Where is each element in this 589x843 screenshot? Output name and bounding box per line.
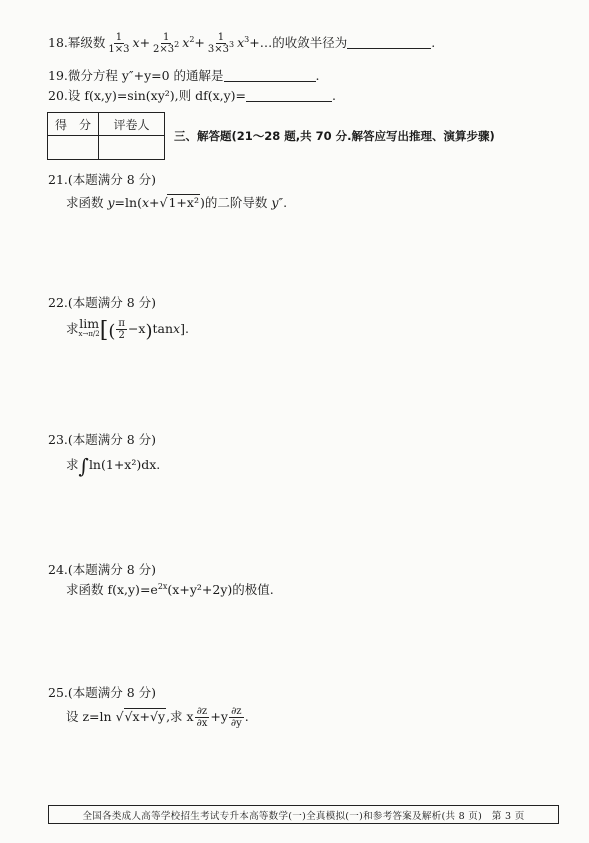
question-23-heading: 23.(本题满分 8 分) bbox=[48, 432, 157, 447]
question-21-heading: 21.(本题满分 8 分) bbox=[48, 172, 157, 187]
question-22-heading: 22.(本题满分 8 分) bbox=[48, 295, 157, 310]
question-25-text: 设 z=ln √√x+√y,求 x $\frac{\partial z}{\partial x}$ +y $\frac{\partial z}{\partial y}$ . bbox=[66, 706, 249, 729]
fraction: $\frac{1}{3\times 3^3}$ bbox=[207, 32, 235, 55]
fraction: $\frac{1}{1\times 3}$ bbox=[108, 32, 130, 55]
question-24-heading: 24.(本题满分 8 分) bbox=[48, 562, 157, 577]
page-footer bbox=[48, 805, 559, 824]
question-text: 微分方程 y″+y=0 的通解是 bbox=[67, 68, 224, 83]
question-20: 20.设 f(x,y)=sin(xy²),则 df(x,y)= . bbox=[48, 88, 337, 103]
score-table bbox=[47, 112, 165, 160]
question-21-text: 求函数 y=ln(x+√1+x²)的二阶导数 y″. bbox=[66, 195, 288, 210]
question-text: 设 f(x,y)=sin(xy²),则 df(x,y)= bbox=[67, 88, 247, 103]
answer-blank[interactable] bbox=[347, 36, 431, 49]
score-header: 得 分 bbox=[48, 113, 99, 136]
answer-blank[interactable] bbox=[224, 69, 316, 82]
footer-text: 全国各类成人高等学校招生考试专升本高等数学(一)全真模拟(一)和参考答案及解析(共 8 页) 第 3 页 bbox=[82, 810, 525, 822]
answer-blank[interactable] bbox=[246, 89, 332, 102]
fraction: $\frac{1}{2\times 3^2}$ bbox=[153, 32, 180, 55]
question-23-text: 求∫ln(1+x²)dx. bbox=[66, 454, 161, 478]
question-22-text: 求 lim x→π/2 [( $\frac{\pi}{2}$ −x)tanx]. bbox=[66, 316, 189, 343]
question-number: 20. bbox=[48, 88, 68, 103]
question-18: 18.幂级数 $\frac{1}{1\times 3}$ x+ $\frac{1}{2\times 3^2}$ $x^2+$ $\frac{1}{3\times 3^3}$ $x^3+\dots$的收敛半径为 . bbox=[48, 32, 436, 55]
question-number: 19. bbox=[48, 68, 68, 83]
section-heading: 三、解答题(21～28 题,共 70 分.解答应写出推理、演算步骤) bbox=[174, 129, 495, 143]
grader-cell[interactable] bbox=[99, 136, 164, 159]
grader-header: 评卷人 bbox=[99, 113, 164, 136]
question-number: 18. bbox=[48, 35, 68, 50]
score-cell[interactable] bbox=[48, 136, 99, 159]
question-25-heading: 25.(本题满分 8 分) bbox=[48, 685, 157, 700]
question-text: 幂级数 bbox=[67, 35, 106, 50]
limit: lim x→π/2 bbox=[78, 316, 100, 338]
question-24-text: 求函数 $f(x,y)=e^{2x}(x+y^2+2y)$的极值. bbox=[66, 582, 274, 597]
question-19: 19.微分方程 y″+y=0 的通解是 . bbox=[48, 68, 320, 83]
